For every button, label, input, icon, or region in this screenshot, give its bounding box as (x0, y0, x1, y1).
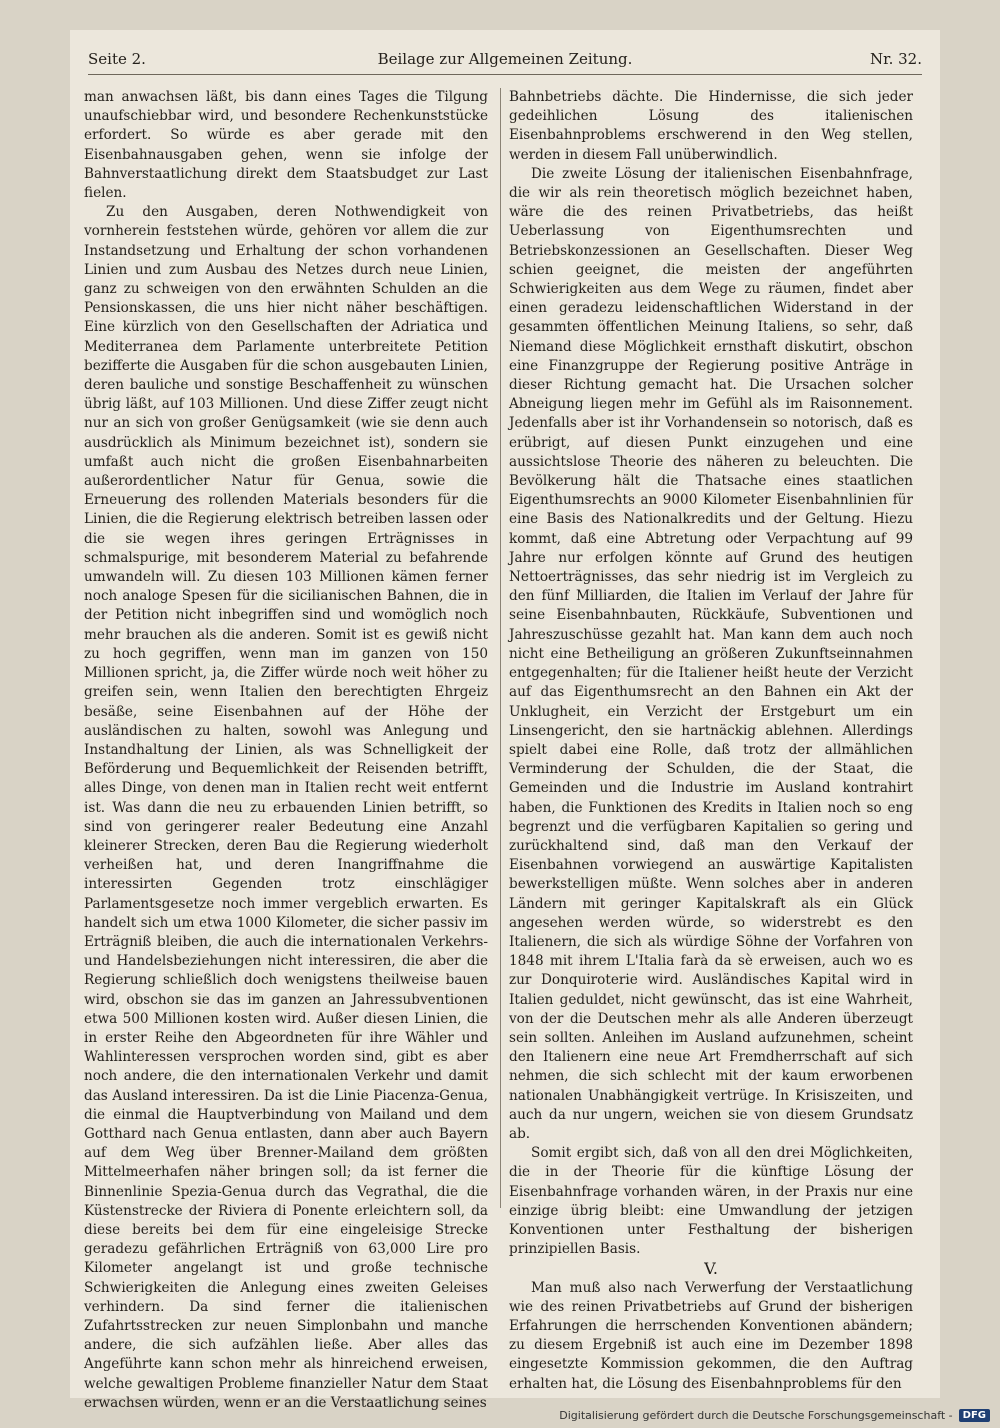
paragraph: man anwachsen läßt, bis dann eines Tages die Tilgung unaufschiebbar wird, und besondere Rechenkunststücke erfordert. So würde es aber gerade mit den Eisenbahnausgaben gehen, wenn sie infolge der Bahnverstaatlichung direkt dem Staatsbudget zur Last fielen. (84, 89, 488, 202)
section-heading: V. (704, 1259, 718, 1279)
paragraph: Bahnbetriebs dächte. Die Hindernisse, die sich jeder gedeihlichen Lösung des italienischen Eisenbahnproblems erschwerend in den Weg stellen, werden in diesem Fall unüberwindlich. (509, 89, 913, 163)
left-column (84, 88, 488, 1413)
column-divider (500, 88, 501, 1208)
newspaper-page (70, 30, 940, 1411)
paragraph: Die zweite Lösung der italienischen Eisenbahnfrage, die wir als rein theoretisch möglich bezeichnet haben, wäre die des reinen Privatbetriebs, das heißt Ueberlassung von Eigenthumsrechten und Betriebskonzessionen an Gesellschaften. Dieser Weg schien geeignet, die meisten der angeführten Schwierigkeiten aus dem Wege zu räumen, findet aber einen geradezu leidenschaftlichen Widerstand in der gesammten öffentlichen Meinung Italiens, so sehr, daß Niemand diese Möglichkeit ernsthaft diskutirt, obschon eine Finanzgruppe der Regierung positive Anträge in dieser Richtung gemacht hat. Die Ursachen solcher Abneigung liegen mehr im Gefühl als im Raisonnement. Jedenfalls aber ist ihr Vorhandensein so notorisch, daß es erübrigt, auf diesen Punkt einzugehen und eine aussichtslose Theorie des näheren zu beleuchten. Die Bevölkerung hält die Thatsache eines staatlichen Eigenthumsrechts an 9000 Kilometer Eisenbahnlinien für eine Basis des Nationalkredits und der Geltung. Hiezu kommt, daß eine Abtretung oder Verpachtung auf 99 Jahre nur erfolgen könnte auf Grund des heutigen Nettoerträgnisses, das sehr niedrig ist im Vergleich zu den fünf Milliarden, die Italien im Verlauf der Jahre für seine Eisenbahnbauten, Rückkäufe, Subventionen und Jahreszuschüsse gezahlt hat. Man kann dem auch noch nicht eine Betheiligung an größeren Zukunftseinnahmen entgegenhalten; für die Italiener heißt heute der Verzicht auf das Eigenthumsrecht an den Bahnen ein Akt der Unklugheit, ein Verzicht der Erstgeburt um ein Linsengericht, den sie hartnäckig ablehnen. Allerdings spielt dabei eine Rolle, daß trotz der allmählichen Verminderung der Schulden, die der Staat, die Gemeinden und die Industrie im Ausland kontrahirt haben, die Funktionen des Kredits in Italien noch so eng begrenzt und die verfügbaren Kapitalien so gering und zurückhaltend sind, daß man den Verkauf der Eisenbahnen vorwiegend an auswärtige Kapitalisten bewerkstelligen müßte. Wenn solches aber in anderen Ländern mit geringer Kapitalskraft als ein Glück angesehen werden würde, so widerstrebt es den Italienern, die sich als würdige Söhne der Vorfahren von 1848 mit ihrem L'Italia farà da sè erweisen, auch wo es zur Donquiroterie wird. Ausländisches Kapital wird in Italien geduldet, nicht gewünscht, das ist eine Wahrheit, von der die Deutschen mehr als alle Anderen überzeugt sein sollten. Anleihen im Ausland aufzunehmen, scheint den Italienern eine neue Art Fremdherrschaft auf sich nehmen, die sich schlecht mit der kaum erworbenen nationalen Unabhängigkeit vertrüge. In Krisiszeiten, und auch da nur ungern, weichen sie von diesem Grundsatz ab. (509, 165, 913, 1142)
dfg-logo-icon: DFG (959, 1409, 990, 1422)
paragraph: Somit ergibt sich, daß von all den drei Möglichkeiten, die in der Theorie für die künftige Lösung der Eisenbahnfrage vorhanden wären, in der Praxis nur eine einzige übrig bleibt: eine Umwandlung der jetzigen Konventionen unter Festhaltung der bisherigen prinzipiellen Basis. (509, 1145, 913, 1258)
credit-text: Digitalisierung gefördert durch die Deutsche Forschungsgemeinschaft - (559, 1409, 953, 1422)
issue-number: Nr. 32. (869, 50, 922, 68)
digitization-credit (559, 1409, 990, 1422)
page-number: Seite 2. (88, 50, 146, 68)
publication-title: Beilage zur Allgemeinen Zeitung. (377, 50, 633, 68)
paragraph: Zu den Ausgaben, deren Nothwendigkeit von vornherein feststehen würde, gehören vor allem die zur Instandsetzung und Erhaltung der schon vorhandenen Linien und zum Ausbau des Netzes durch neue Linien, ganz zu schweigen von den erwähnten Schulden an die Pensionskassen, die uns hier nicht näher beschäftigen. Eine kürzlich von den Gesellschaften der Adriatica und Mediterranea dem Parlamente unterbreitete Petition bezifferte die Ausgaben für die schon ausgebauten Linien, deren bauliche und sonstige Beschaffenheit zu wünschen übrig läßt, auf 103 Millionen. Und diese Ziffer zeugt nicht nur an sich von großer Genügsamkeit (wie sie denn auch ausdrücklich als Minimum bezeichnet ist), sondern sie umfaßt auch nicht die großen Eisenbahnarbeiten außerordentlicher Natur für Genua, sowie die Erneuerung des rollenden Materials besonders für die Linien, die die Regierung elektrisch betreiben lassen oder die sie wegen ihres geringen Erträgnisses in schmalspurige, mit besonderem Material zu befahrende umwandeln will. Zu diesen 103 Millionen kämen ferner noch analoge Spesen für die sicilianischen Bahnen, die in der Petition nicht inbegriffen sind und womöglich noch mehr brauchen als die anderen. Somit ist es gewiß nicht zu hoch gegriffen, wenn man im ganzen von 150 Millionen spricht, ja, die Ziffer würde noch weit höher zu greifen sein, wenn Italien den berechtigten Ehrgeiz besäße, seine Eisenbahnen auf der Höhe der ausländischen zu halten, sowohl was Anlegung und Instandhaltung der Linien, als was Schnelligkeit der Beförderung und Bequemlichkeit der Reisenden betrifft, alles Dinge, von denen man in Italien recht weit entfernt ist. Was dann die neu zu erbauenden Linien betrifft, so sind von geringerer realer Bedeutung eine Anzahl kleinerer Strecken, deren Bau die Regierung wiederholt verheißen hat, und deren Inangriffnahme die interessirten Gegenden trotz einschlägiger Parlamentsgesetze noch immer vergeblich erwarten. Es handelt sich um etwa 1000 Kilometer, die sicher passiv im Erträgniß bleiben, die auch die internationalen Verkehrs- und Handelsbeziehungen nicht interessiren, die aber die Regierung schließlich doch wenigstens theilweise bauen wird, obschon sie das im ganzen an Jahressubventionen etwa 500 Millionen kosten wird. Außer diesen Linien, die in erster Reihe den Abgeordneten für ihre Wähler und Wahlinteressen versprochen worden sind, gibt es aber noch andere, die den internationalen Verkehr und damit das Ausland interessiren. Da ist die Linie Piacenza-Genua, die einmal die Hauptverbindung von Mailand und dem Gotthard nach Genua entlasten, dann aber auch Bayern auf dem Weg über Brenner-Mailand dem größten Mittelmeerhafen näher bringen soll; da ist ferner die Binnenlinie Spezia-Genua durch das Vegrathal, die die Küstenstrecke der Riviera di Ponente erleichtern soll, da diese bereits bei dem für eine eingeleisige Strecke geradezu gefährlichen Erträgniß von 63,000 Lire pro Kilometer angelangt ist und große technische Schwierigkeiten die Anlegung eines zweiten Geleises verhindern. Da sind ferner die italienischen Zufahrtsstrecken zur neuen Simplonbahn und manche andere, die sich aufzählen ließe. Aber alles das Angeführte kann schon mehr als hinreichend erweisen, welche gewaltigen Probleme finanzieller Natur dem Staat erwachsen würden, wenn er an die Verstaatlichung seines (84, 204, 488, 1411)
page-header (88, 48, 922, 75)
paragraph: Man muß also nach Verwerfung der Verstaatlichung wie des reinen Privatbetriebs auf Grund der bisherigen Erfahrungen die herrschenden Konventionen abändern; zu diesem Ergebniß ist auch eine im Dezember 1898 eingesetzte Kommission gekommen, die den Auftrag erhalten hat, die Lösung des Eisenbahnproblems für den (509, 1279, 913, 1392)
right-column (509, 88, 913, 1394)
